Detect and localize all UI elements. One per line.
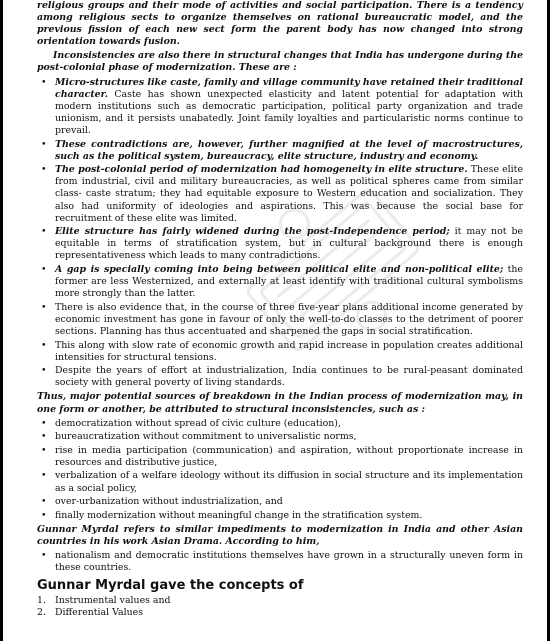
list-item: • democratization without spread of civic culture (education), bbox=[41, 417, 341, 429]
myrdal-list bbox=[37, 550, 523, 574]
list-item: • Despite the years of effort at industrialization, India continues to be rural-peasant dominated society with general poverty of living standards. bbox=[41, 365, 523, 389]
list-item: • This along with slow rate of economic growth and rapid increase in population creates additional intensities for structural tensions. bbox=[41, 339, 523, 363]
bullet-icon: • bbox=[41, 339, 47, 351]
list-item: • The post-colonial period of modernization had homogeneity in elite structure. These elite from industrial, civil and military bureaucracies, as well as political spheres came from similar class- caste stratum; they had equitable exposure to Western education and socialization. They also had uniformity of ideologies and aspirations. This was because the social base for recruitment of these elite was limited. bbox=[41, 164, 523, 224]
bullet-icon: • bbox=[41, 226, 47, 238]
bullet-icon: • bbox=[41, 263, 47, 275]
myrdal-paragraph: Gunnar Myrdal refers to similar impediments to modernization in India and other Asian countries in his work Asian Drama. According to him, bbox=[37, 523, 523, 547]
bullet-icon: • bbox=[41, 470, 47, 482]
list-item: 2. Differential Values bbox=[37, 607, 144, 619]
bullet-icon: • bbox=[41, 431, 47, 443]
list-item: • verbalization of a welfare ideology without its diffusion in social structure and its implementation as a social policy, bbox=[41, 470, 523, 494]
breakdown-sources-list bbox=[37, 418, 523, 522]
list-item: • There is also evidence that, in the course of three five-year plans additional income generated by economic investment has gone in favour of only the well-to-do classes to the detriment of poorer sections. Planning has thus accentuated and sharpened the gaps in social stratification. bbox=[41, 301, 523, 337]
list-item: • finally modernization without meaningful change in the stratification system. bbox=[41, 509, 423, 521]
bullet-icon: • bbox=[41, 365, 47, 377]
bullet-icon: • bbox=[41, 138, 47, 150]
list-item: • bureaucratization without commitment to universalistic norms, bbox=[41, 431, 357, 443]
bullet-icon: • bbox=[41, 509, 47, 521]
list-item: 1. Instrumental values and bbox=[37, 595, 171, 607]
bullet-icon: • bbox=[41, 496, 47, 508]
bullet-icon: • bbox=[41, 301, 47, 313]
bullet-icon: • bbox=[41, 550, 47, 562]
concepts-list bbox=[37, 595, 523, 619]
intro-paragraph: religious groups and their mode of activities and social participation. There is a tendency among religious sects to organize themselves on rational bureaucratic model, and the previous fission of each new sect form the parent body has now changed into strong orientation towards fusion. bbox=[37, 0, 523, 48]
list-item: • Micro-structures like caste, family and village community have retained their traditional character. Caste has shown unexpected elasticity and latent potential for adaptation with modern institutions such as democratic participation, political party organization and trade unionism, and it persists unabatedly. Joint family loyalties and particularistic norms continue to prevail. bbox=[41, 76, 523, 136]
bullet-icon: • bbox=[41, 444, 47, 456]
inconsistencies-paragraph: Inconsistencies are also there in structural changes that India has undergone during the post-colonial phase of modernization. These are : bbox=[37, 50, 523, 74]
bullet-icon: • bbox=[41, 164, 47, 176]
list-item: • over-urbanization without industrialization, and bbox=[41, 496, 283, 508]
list-item: • Elite structure has fairly widened during the post-Independence period; it may not be equitable in terms of stratification system, but in cultural background there is enough representativeness which leads to many contradictions. bbox=[41, 226, 523, 262]
list-item: • nationalism and democratic institutions themselves have grown in a structurally uneven form in these countries. bbox=[41, 550, 523, 574]
breakdown-paragraph: Thus, major potential sources of breakdown in the Indian process of modernization may, in one form or another, be attributed to structural inconsistencies, such as : bbox=[37, 391, 523, 415]
section-heading: Gunnar Myrdal gave the concepts of bbox=[37, 578, 304, 594]
structural-changes-list bbox=[37, 77, 523, 390]
list-item: • These contradictions are, however, further magnified at the level of macrostructures, such as the political system, bureaucracy, elite structure, industry and economy. bbox=[41, 138, 523, 162]
bullet-icon: • bbox=[41, 76, 47, 88]
list-item: • rise in media participation (communication) and aspiration, without proportionate increase in resources and distributive justice, bbox=[41, 444, 523, 468]
list-item: • A gap is specially coming into being between political elite and non-political elite; the former are less Westernized, and externally at least identify with traditional cultural symbolisms more strongly than the latter. bbox=[41, 263, 523, 300]
bullet-icon: • bbox=[41, 417, 47, 429]
